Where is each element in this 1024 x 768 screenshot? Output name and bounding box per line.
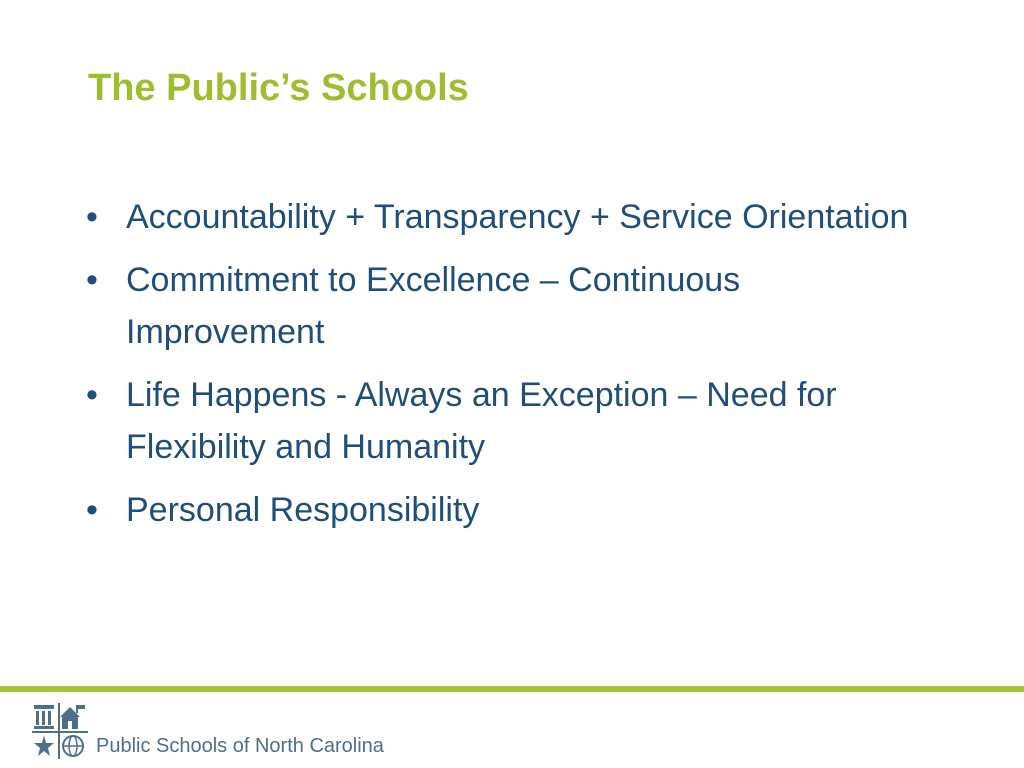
bullet-item (86, 369, 926, 473)
organization-name: Public Schools of North Carolina (96, 735, 384, 757)
bullet-text: Life Happens - Always an Exception – Need for Flexibility and Humanity (126, 376, 837, 466)
slide-title: The Public’s Schools (88, 67, 469, 109)
footer-divider (0, 686, 1024, 692)
bullet-text: Commitment to Excellence – Continuous Improvement (126, 261, 741, 351)
bullet-list (86, 191, 926, 547)
bullet-marker: • (86, 198, 98, 236)
bullet-text: Personal Responsibility (126, 491, 480, 529)
bullet-text: Accountability + Transparency + Service Orientation (126, 198, 909, 236)
bullet-item (86, 484, 926, 536)
bullet-item (86, 254, 926, 358)
bullet-marker: • (86, 376, 98, 414)
nc-public-schools-logo-icon (32, 703, 88, 759)
bullet-item (86, 191, 926, 243)
bullet-marker: • (86, 261, 98, 299)
bullet-marker: • (86, 491, 98, 529)
